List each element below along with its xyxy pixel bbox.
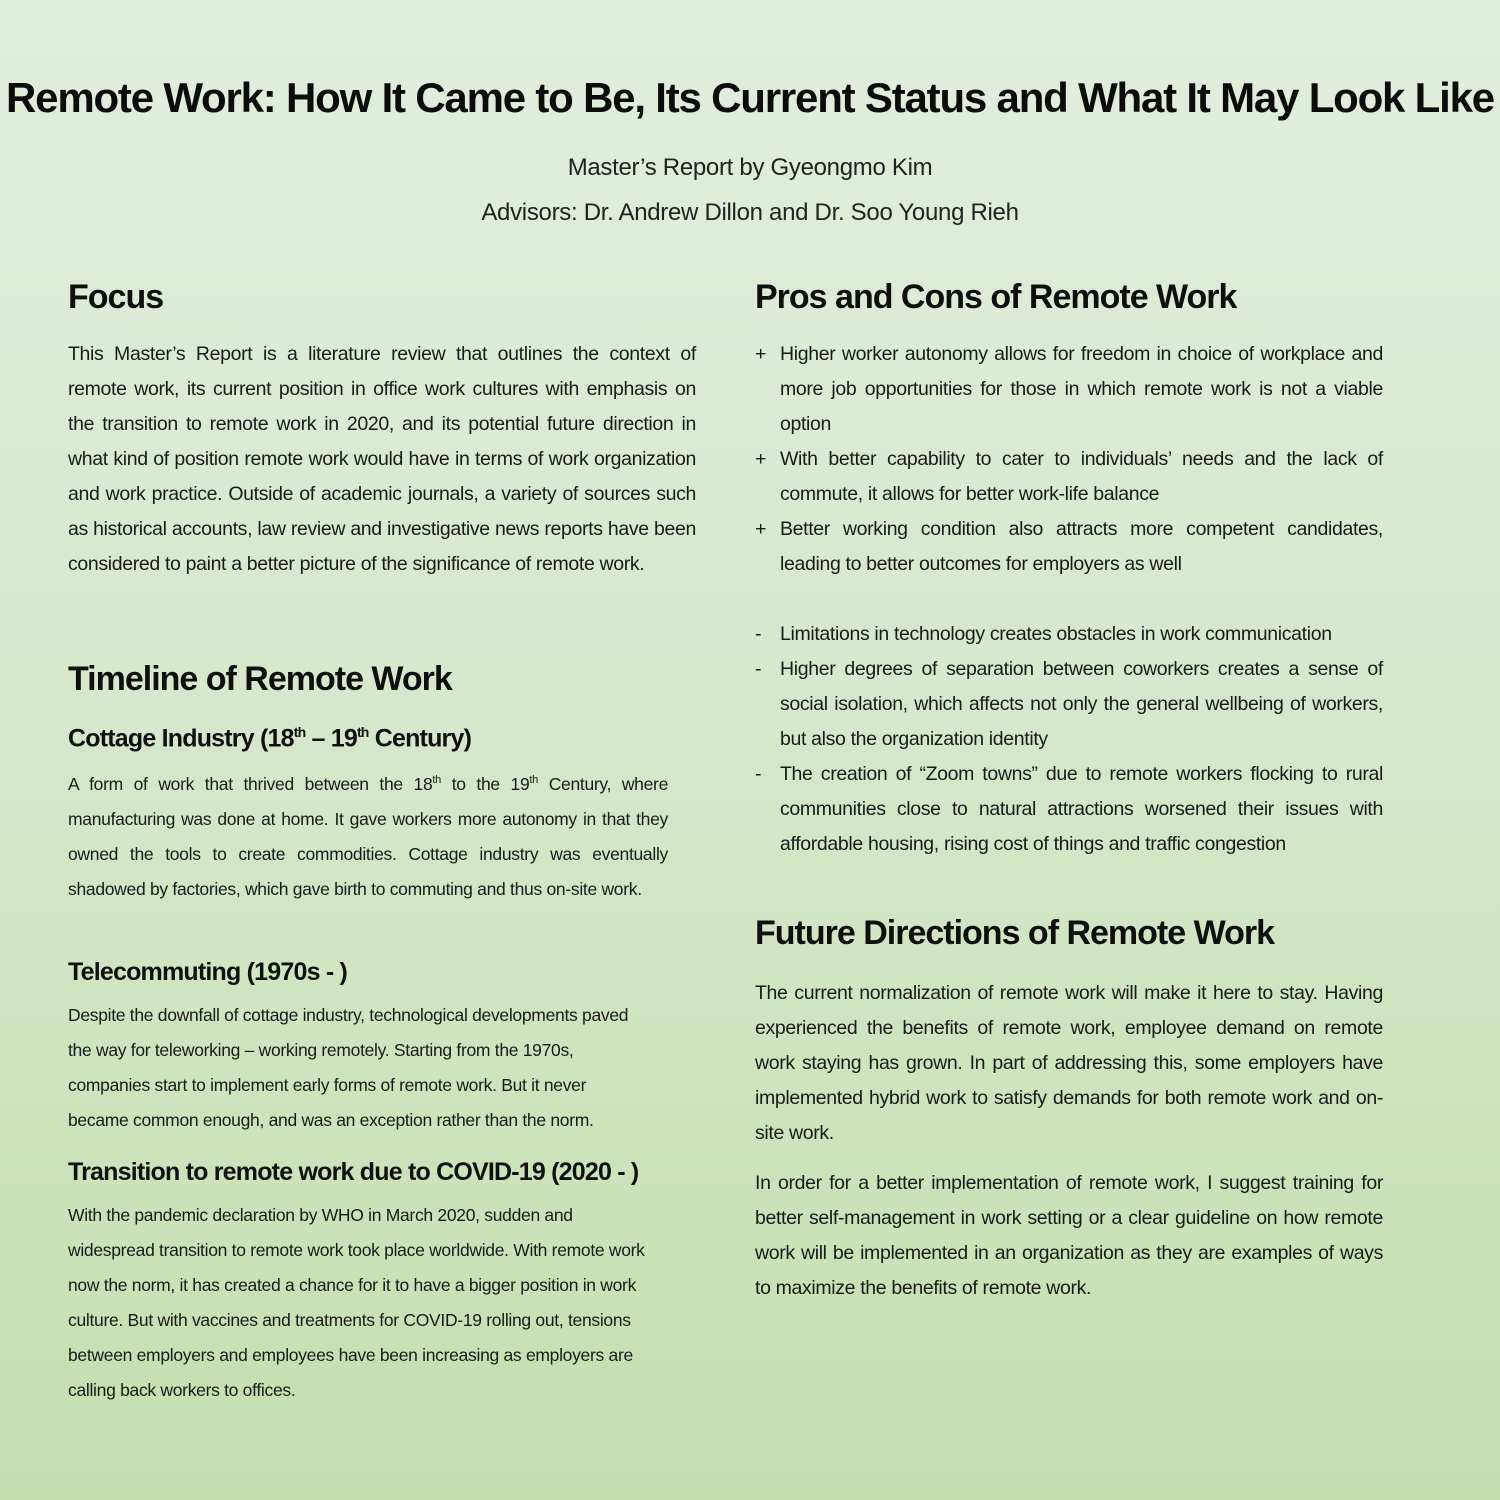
cons-list bbox=[755, 617, 1383, 862]
covid-heading: Transition to remote work due to COVID-19 (2020 - ) bbox=[68, 1158, 639, 1186]
cottage-heading: Cottage Industry (18th – 19th Century) bbox=[68, 724, 472, 753]
covid-text: With the pandemic declaration by WHO in March 2020, sudden and widespread transition to remote work took place worldwide. With remote work now the norm, it has created a chance for it to have a bigger position in work culture. But with vaccines and treatments for COVID-19 rolling out, tensions between employers and employees have been increasing as employers are calling back workers to offices. bbox=[68, 1205, 645, 1400]
focus-heading: Focus bbox=[68, 278, 164, 316]
list-item: + With better capability to cater to individuals’ needs and the lack of commute, it allows for better work-life balance bbox=[755, 442, 1383, 512]
plus-mark: + bbox=[755, 448, 767, 470]
list-item: - Limitations in technology creates obstacles in work communication bbox=[755, 617, 1383, 652]
list-item: + Higher worker autonomy allows for freedom in choice of workplace and more job opportunities for those in which remote work is not a viable option bbox=[755, 337, 1383, 442]
telecommuting-text: Despite the downfall of cottage industry, technological developments paved the way for teleworking – working remotely. Starting from the 1970s, companies start to implement early forms of remote work. But it never became common enough, and was an exception rather than the norm. bbox=[68, 1005, 629, 1130]
minus-mark: - bbox=[755, 623, 762, 645]
pros-list bbox=[755, 337, 1383, 582]
pros-cons-heading: Pros and Cons of Remote Work bbox=[755, 278, 1237, 316]
plus-mark: + bbox=[755, 343, 767, 365]
cottage-text: A form of work that thrived between the 18th to the 19th Century, where manufacturing was done at home. It gave workers more autonomy in that they owned the tools to create commodities. Cottage industry was eventually shadowed by factories, which gave birth to commuting and thus on-site work. bbox=[68, 773, 669, 899]
future-paragraph-1: The current normalization of remote work will make it here to stay. Having experienced the benefits of remote work, employee demand on remote work staying has grown. In part of addressing this, some employers have implemented hybrid work to satisfy demands for both remote work and on-site work. bbox=[755, 982, 1383, 1144]
future-paragraph-2: In order for a better implementation of remote work, I suggest training for better self-management in work setting or a clear guideline on how remote work will be implemented in an organization as they are examples of ways to maximize the benefits of remote work. bbox=[755, 1172, 1383, 1299]
telecommuting-heading: Telecommuting (1970s - ) bbox=[68, 958, 348, 986]
future-heading: Future Directions of Remote Work bbox=[755, 914, 1274, 952]
minus-mark: - bbox=[755, 658, 762, 680]
list-item: + Better working condition also attracts more competent candidates, leading to better outcomes for employers as well bbox=[755, 512, 1383, 582]
focus-text: This Master’s Report is a literature review that outlines the context of remote work, its current position in office work cultures with emphasis on the transition to remote work in 2020, and its potential future direction in what kind of position remote work would have in terms of work organization and work practice. Outside of academic journals, a variety of sources such as historical accounts, law review and investigative news reports have been considered to paint a better picture of the significance of remote work. bbox=[68, 343, 696, 575]
plus-mark: + bbox=[755, 518, 767, 540]
poster-title: Remote Work: How It Came to Be, Its Current Status and What It May Look Like bbox=[6, 74, 1494, 121]
author-line: Master’s Report by Gyeongmo Kim bbox=[567, 154, 933, 181]
list-item: - The creation of “Zoom towns” due to remote workers flocking to rural communities close to natural attractions worsened their issues with affordable housing, rising cost of things and traffic congestion bbox=[755, 757, 1383, 862]
timeline-heading: Timeline of Remote Work bbox=[68, 660, 452, 698]
minus-mark: - bbox=[755, 763, 762, 785]
advisors-line: Advisors: Dr. Andrew Dillon and Dr. Soo Young Rieh bbox=[481, 199, 1019, 226]
list-item: - Higher degrees of separation between coworkers creates a sense of social isolation, which affects not only the general wellbeing of workers, but also the organization identity bbox=[755, 652, 1383, 757]
